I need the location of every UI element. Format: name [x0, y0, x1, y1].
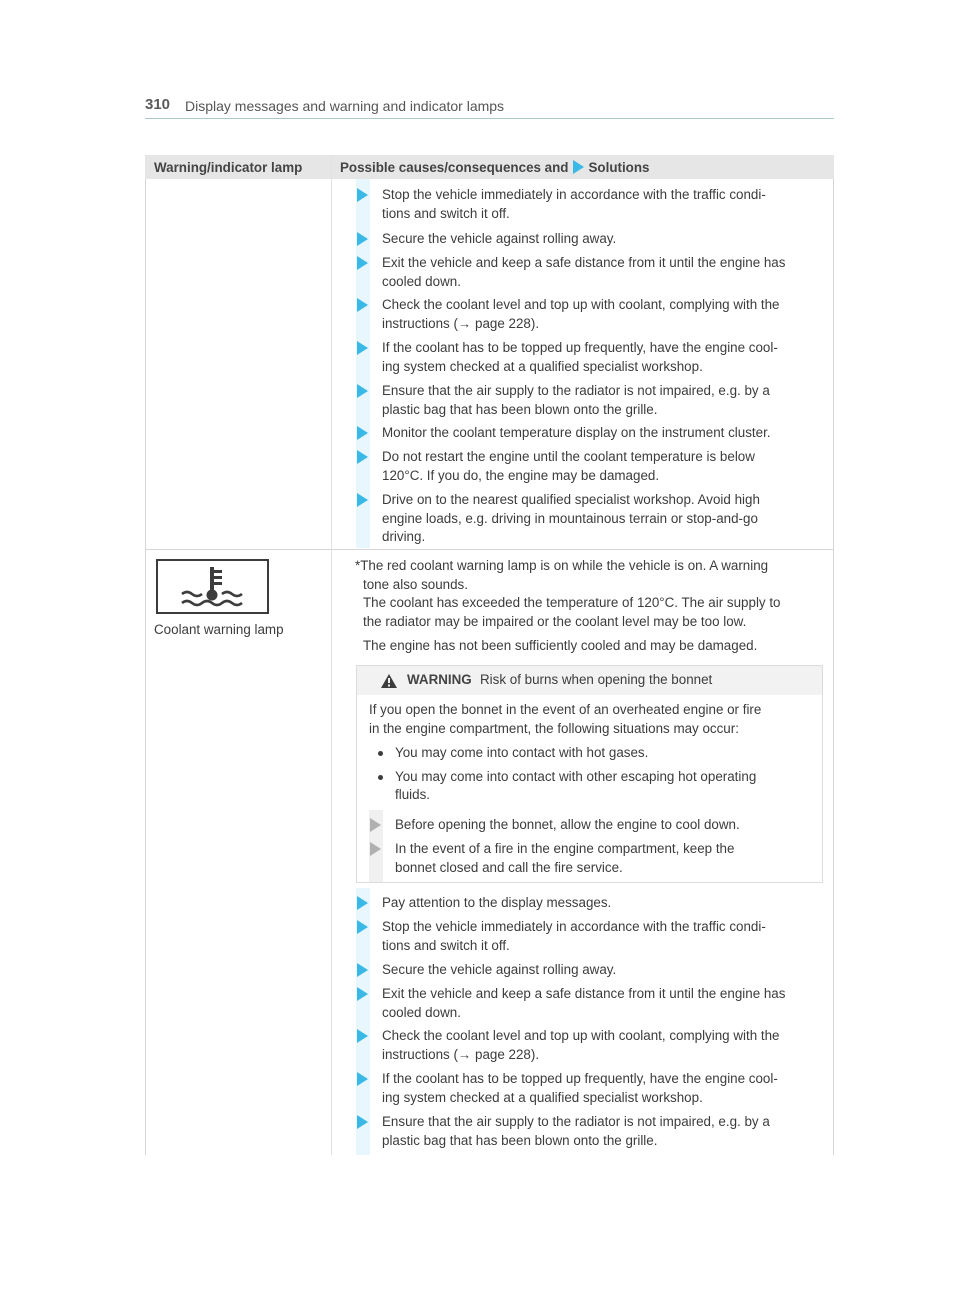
step-text: If the coolant has to be topped up frequently, have the engine cool- ing system checked at a qualified specialist workshop.	[382, 340, 778, 374]
step-arrow-icon	[357, 256, 368, 270]
row2-step	[382, 961, 827, 980]
table-right-border	[833, 179, 834, 1155]
row1-step	[382, 296, 827, 333]
page-number: 310	[145, 96, 171, 113]
step-arrow-icon	[357, 384, 368, 398]
step-arrow-icon	[357, 1029, 368, 1043]
column-header-solutions-text: Solutions	[588, 160, 650, 175]
row2-step	[382, 1070, 827, 1107]
table-row-divider	[145, 549, 834, 550]
coolant-temperature-warning-icon	[158, 561, 267, 612]
coolant-warning-lamp-label: Coolant warning lamp	[154, 622, 284, 637]
step-arrow-icon	[357, 963, 368, 977]
step-text: Pay attention to the display messages.	[382, 895, 612, 910]
row1-step	[382, 339, 827, 376]
row1-step	[382, 491, 827, 547]
coolant-warning-lamp-symbol	[156, 559, 269, 614]
row2-step	[382, 1027, 827, 1064]
warning-bullet	[369, 768, 814, 805]
warning-step	[395, 840, 805, 877]
step-text: Exit the vehicle and keep a safe distance from it until the engine has cooled down.	[382, 255, 786, 289]
solution-arrow-icon	[573, 160, 584, 174]
step-text: Do not restart the engine until the coolant temperature is below 120°C. If you do, the engine may be damaged.	[382, 449, 755, 483]
warning-body	[369, 701, 814, 805]
table-left-border	[145, 179, 146, 1155]
step-arrow-icon	[357, 493, 368, 507]
warning-intro: If you open the bonnet in the event of an overheated engine or fire in the engine compartment, the following situations may occur:	[369, 702, 762, 736]
step-arrow-icon	[357, 1115, 368, 1129]
step-arrow-icon	[357, 232, 368, 246]
warning-lamp-table	[145, 155, 834, 1155]
step-text: Stop the vehicle immediately in accordance with the traffic condi- tions and switch it off.	[382, 187, 766, 221]
step-text: If the coolant has to be topped up frequently, have the engine cool- ing system checked at a qualified specialist workshop.	[382, 1071, 778, 1105]
step-text: Secure the vehicle against rolling away.	[382, 231, 617, 246]
page-header	[145, 96, 834, 119]
burn-warning-box	[356, 665, 823, 883]
step-text: Check the coolant level and top up with coolant, complying with the instructions (→ page 228).	[382, 1028, 780, 1062]
warning-step	[395, 816, 805, 835]
warning-bullet-text: You may come into contact with other escaping hot operating fluids.	[395, 768, 757, 802]
step-text: Stop the vehicle immediately in accordance with the traffic condi- tions and switch it off.	[382, 919, 766, 953]
step-arrow-icon	[357, 1072, 368, 1086]
step-text: Secure the vehicle against rolling away.	[382, 962, 617, 977]
step-arrow-icon	[357, 920, 368, 934]
column-header-causes	[340, 155, 649, 179]
step-arrow-icon	[357, 450, 368, 464]
row2-step	[382, 985, 827, 1022]
cause-description: *The red coolant warning lamp is on while the vehicle is on. A warning tone also sounds. The coolant has exceeded the temperature of 120°C. The air supply to the radiator may be impaired or the coolant level may be too low.	[355, 558, 781, 629]
column-header-lamp: Warning/indicator lamp	[154, 160, 303, 175]
step-arrow-icon	[370, 818, 381, 832]
row1-step	[382, 424, 827, 443]
step-arrow-icon	[357, 188, 368, 202]
column-header-causes-text: Possible causes/consequences and	[340, 160, 569, 175]
coolant-causes	[355, 557, 825, 656]
bullet-dot	[378, 751, 383, 756]
step-arrow-icon	[357, 987, 368, 1001]
warning-header	[357, 666, 822, 695]
table-header-row	[145, 155, 834, 179]
cause-consequence: The engine has not been sufficiently cooled and may be damaged.	[363, 638, 758, 653]
step-arrow-icon	[357, 896, 368, 910]
row1-step	[382, 448, 827, 485]
row2-step	[382, 1113, 827, 1150]
warning-step-text: Before opening the bonnet, allow the engine to cool down.	[395, 817, 740, 832]
warning-triangle-icon	[381, 674, 397, 688]
step-text: Ensure that the air supply to the radiator is not impaired, e.g. by a plastic bag that has been blown onto the grille.	[382, 1114, 770, 1148]
step-text: Monitor the coolant temperature display on the instrument cluster.	[382, 425, 771, 440]
warning-subtitle: Risk of burns when opening the bonnet	[480, 672, 713, 687]
step-text: Ensure that the air supply to the radiator is not impaired, e.g. by a plastic bag that has been blown onto the grille.	[382, 383, 770, 417]
warning-bullet	[369, 744, 814, 763]
warning-step-text: In the event of a fire in the engine compartment, keep the bonnet closed and call the fire service.	[395, 841, 735, 875]
row2-step	[382, 918, 827, 955]
row1-step	[382, 382, 827, 419]
row2-step	[382, 894, 827, 913]
step-arrow-icon	[370, 842, 381, 856]
step-text: Exit the vehicle and keep a safe distance from it until the engine has cooled down.	[382, 986, 786, 1020]
bullet-dot	[378, 775, 383, 780]
row1-step	[382, 230, 827, 249]
page-header-title: Display messages and warning and indicator lamps	[185, 98, 505, 114]
row1-step	[382, 186, 827, 223]
table-column-divider	[331, 155, 332, 1155]
step-arrow-icon	[357, 426, 368, 440]
step-text: Check the coolant level and top up with coolant, complying with the instructions (→ page 228).	[382, 297, 780, 331]
step-arrow-icon	[357, 298, 368, 312]
step-text: Drive on to the nearest qualified specialist workshop. Avoid high engine loads, e.g. driving in mountainous terrain or stop-and-go driving.	[382, 492, 760, 544]
warning-title: WARNING	[407, 672, 472, 687]
warning-bullet-text: You may come into contact with hot gases.	[395, 745, 649, 760]
row1-step	[382, 254, 827, 291]
step-arrow-icon	[357, 341, 368, 355]
